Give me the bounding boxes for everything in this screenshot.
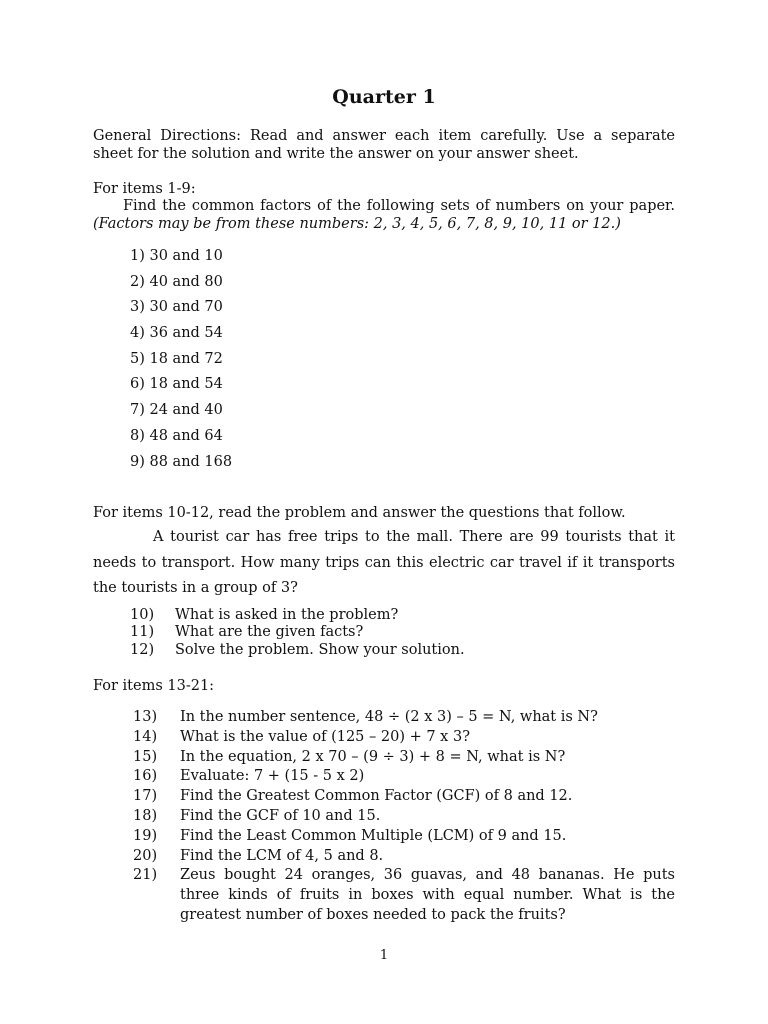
question-row	[133, 847, 675, 867]
question-text: Solve the problem. Show your solution.	[175, 641, 465, 658]
section2-problem: A tourist car has free trips to the mall. There are 99 tourists that it needs to transport. How many trips can this electric car travel if it transports the tourists in a group of 3?	[93, 529, 675, 596]
section1-instruction-text: Find the common factors of the following sets of numbers on your paper.	[123, 198, 675, 214]
question-number: 16)	[133, 768, 158, 785]
section1-header: For items 1-9:	[93, 181, 196, 197]
question-row	[130, 642, 675, 659]
list-item: 8) 48 and 64	[130, 427, 223, 444]
question-row	[130, 607, 675, 624]
question-row	[130, 624, 675, 641]
section3-questions	[133, 708, 675, 926]
page-title: Quarter 1	[332, 86, 436, 108]
question-text: In the number sentence, 48 ÷ (2 x 3) – 5 = N, what is N?	[180, 709, 598, 725]
question-number: 15)	[133, 748, 158, 765]
question-number: 10)	[130, 607, 155, 623]
section1-note: (Factors may be from these numbers: 2, 3, 4, 5, 6, 7, 8, 9, 10, 11 or 12.)	[93, 216, 621, 232]
question-text: Evaluate: 7 + (15 - 5 x 2)	[180, 768, 365, 785]
question-text: Find the GCF of 10 and 15.	[180, 807, 381, 824]
list-item: 1) 30 and 10	[130, 248, 223, 264]
question-text: Find the Greatest Common Factor (GCF) of 8 and 12.	[180, 788, 573, 805]
list-item: 2) 40 and 80	[130, 273, 223, 290]
question-text: What is asked in the problem?	[175, 607, 399, 623]
list-item: 4) 36 and 54	[130, 325, 223, 342]
question-row	[133, 728, 675, 748]
question-number: 18)	[133, 807, 158, 824]
page-number: 1	[379, 948, 389, 963]
question-row	[133, 708, 675, 728]
section2-header: For items 10-12, read the problem and answer the questions that follow.	[93, 505, 626, 521]
section1-list	[130, 247, 232, 478]
list-item: 3) 30 and 70	[130, 299, 223, 316]
question-text: Zeus bought 24 oranges, 36 guavas, and 48 bananas. He puts three kinds of fruits in boxes with equal number. What is the greatest number of boxes needed to pack the fruits?	[180, 867, 675, 923]
question-row	[133, 787, 675, 807]
question-text: What are the given facts?	[175, 624, 364, 641]
question-number: 17)	[133, 788, 158, 805]
list-item: 6) 18 and 54	[130, 376, 223, 393]
question-text: In the equation, 2 x 70 – (9 ÷ 3) + 8 = N, what is N?	[180, 748, 566, 765]
question-number: 20)	[133, 847, 158, 864]
question-text: Find the Least Common Multiple (LCM) of 9 and 15.	[180, 827, 567, 844]
list-item: 5) 18 and 72	[130, 350, 223, 367]
question-number: 19)	[133, 827, 158, 844]
question-number: 11)	[130, 624, 155, 641]
question-row	[133, 827, 675, 847]
question-number: 13)	[133, 709, 158, 725]
question-row	[133, 807, 675, 827]
question-row	[133, 767, 675, 787]
question-row	[133, 748, 675, 768]
section2-questions	[130, 607, 675, 659]
list-item: 9) 88 and 168	[130, 453, 233, 470]
section1-instruction	[93, 197, 675, 233]
question-row	[133, 866, 675, 925]
question-number: 21)	[133, 867, 158, 884]
question-text: What is the value of (125 – 20) + 7 x 3?	[180, 728, 470, 745]
general-directions: General Directions: Read and answer each item carefully. Use a separate sheet for the solution and write the answer on your answer sheet.	[93, 128, 675, 162]
question-text: Find the LCM of 4, 5 and 8.	[180, 847, 384, 864]
section3-header: For items 13-21:	[93, 678, 215, 694]
question-number: 12)	[130, 641, 155, 658]
list-item: 7) 24 and 40	[130, 402, 223, 419]
question-number: 14)	[133, 728, 158, 745]
